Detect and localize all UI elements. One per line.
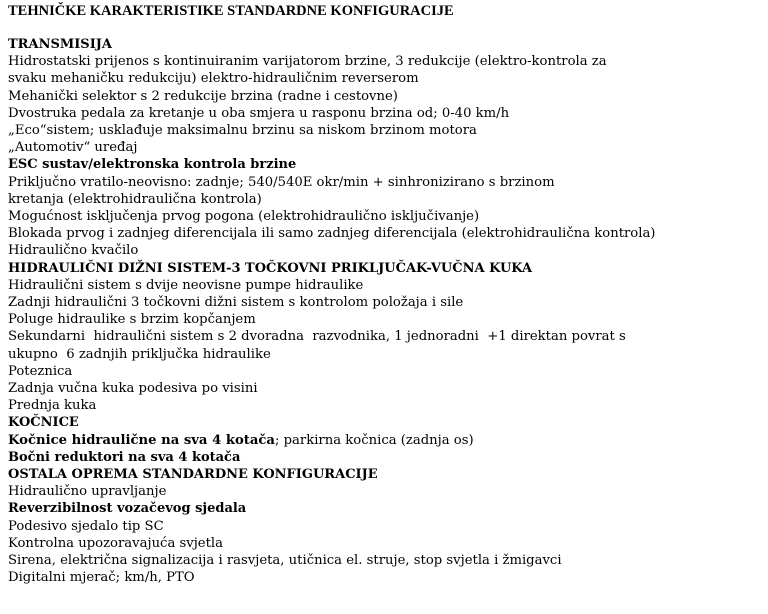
document-title: TEHNIČKE KARAKTERISTIKE STANDARDNE KONFIGURACIJE — [8, 3, 454, 19]
spec-line: „Automotiv“ uređaj — [8, 140, 138, 156]
spec-line: Poluge hidraulike s brzim kopčanjem — [8, 312, 256, 328]
section-heading-other-equipment: OSTALA OPREMA STANDARDNE KONFIGURACIJE — [8, 467, 378, 483]
spec-line: Podesivo sjedalo tip SC — [8, 518, 164, 534]
spec-line: Zadnja vučna kuka podesiva po visini — [8, 381, 258, 397]
spec-line: Hidraulični sistem s dvije neovisne pumpe hidraulike — [8, 277, 364, 293]
spec-line: Dvostruka pedala za kretanje u oba smjera u rasponu brzina od; 0-40 km/h — [8, 105, 510, 121]
spec-line: Mogućnost isključenja prvog pogona (elektrohidraulično isključivanje) — [8, 209, 480, 225]
spec-line: Prednja kuka — [8, 398, 97, 414]
spec-line-brakes — [8, 432, 763, 449]
spec-line: Mehanički selektor s 2 redukcije brzina (radne i cestovne) — [8, 88, 398, 104]
spec-line: Hidraulično upravljanje — [8, 484, 167, 500]
spec-line: Blokada prvog i zadnjeg diferencijala ili samo zadnjeg diferencijala (elektrohidraulična kontrola) — [8, 226, 656, 242]
spacer — [8, 20, 763, 36]
spec-line: Poteznica — [8, 363, 73, 379]
spec-line: Zadnji hidraulični 3 točkovni dižni sistem s kontrolom položaja i sile — [8, 295, 464, 311]
spec-line-bold-part: Kočnice hidraulične na sva 4 kotača — [8, 432, 275, 448]
spec-line: Hidraulično kvačilo — [8, 243, 139, 259]
spec-document — [8, 2, 763, 587]
spec-line-reducers: Bočni reduktori na sva 4 kotača — [8, 449, 241, 465]
subheading-seat-reversibility: Reverzibilnost vozačevog sjedala — [8, 501, 247, 517]
spec-line: Digitalni mjerač; km/h, PTO — [8, 570, 195, 586]
spec-line-rest: ; parkirna kočnica (zadnja os) — [274, 432, 474, 448]
spec-line: „Eco“sistem; usklađuje maksimalnu brzinu sa niskom brzinom motora — [8, 123, 477, 139]
section-heading-transmission: TRANSMISIJA — [8, 37, 113, 52]
spec-line: Kontrolna upozoravajuća svjetla — [8, 535, 223, 551]
section-heading-brakes: KOČNICE — [8, 415, 79, 431]
spec-line: Sekundarni hidraulični sistem s 2 dvoradna razvodnika, 1 jednoradni +1 direktan povrat s ukupno 6 zadnjih priključka hidraulike — [8, 329, 630, 362]
spec-line: Sirena, električna signalizacija i rasvjeta, utičnica el. struje, stop svjetla i žmigavci — [8, 553, 562, 569]
spec-line: Hidrostatski prijenos s kontinuiranim varijatorom brzine, 3 redukcije (elektro-kontrola za svaku mehaničku redukciju) elektro-hidrauličnim reverserom — [8, 54, 607, 87]
section-heading-esc: ESC sustav/elektronska kontrola brzine — [8, 157, 297, 173]
section-heading-hydraulic: HIDRAULIČNI DIŽNI SISTEM-3 TOČKOVNI PRIKLJUČAK-VUČNA KUKA — [8, 260, 533, 276]
spec-line: Priključno vratilo-neovisno: zadnje; 540/540E okr/min + sinhronizirano s brzinom kretanja (elektrohidraulična kontrola) — [8, 174, 555, 207]
